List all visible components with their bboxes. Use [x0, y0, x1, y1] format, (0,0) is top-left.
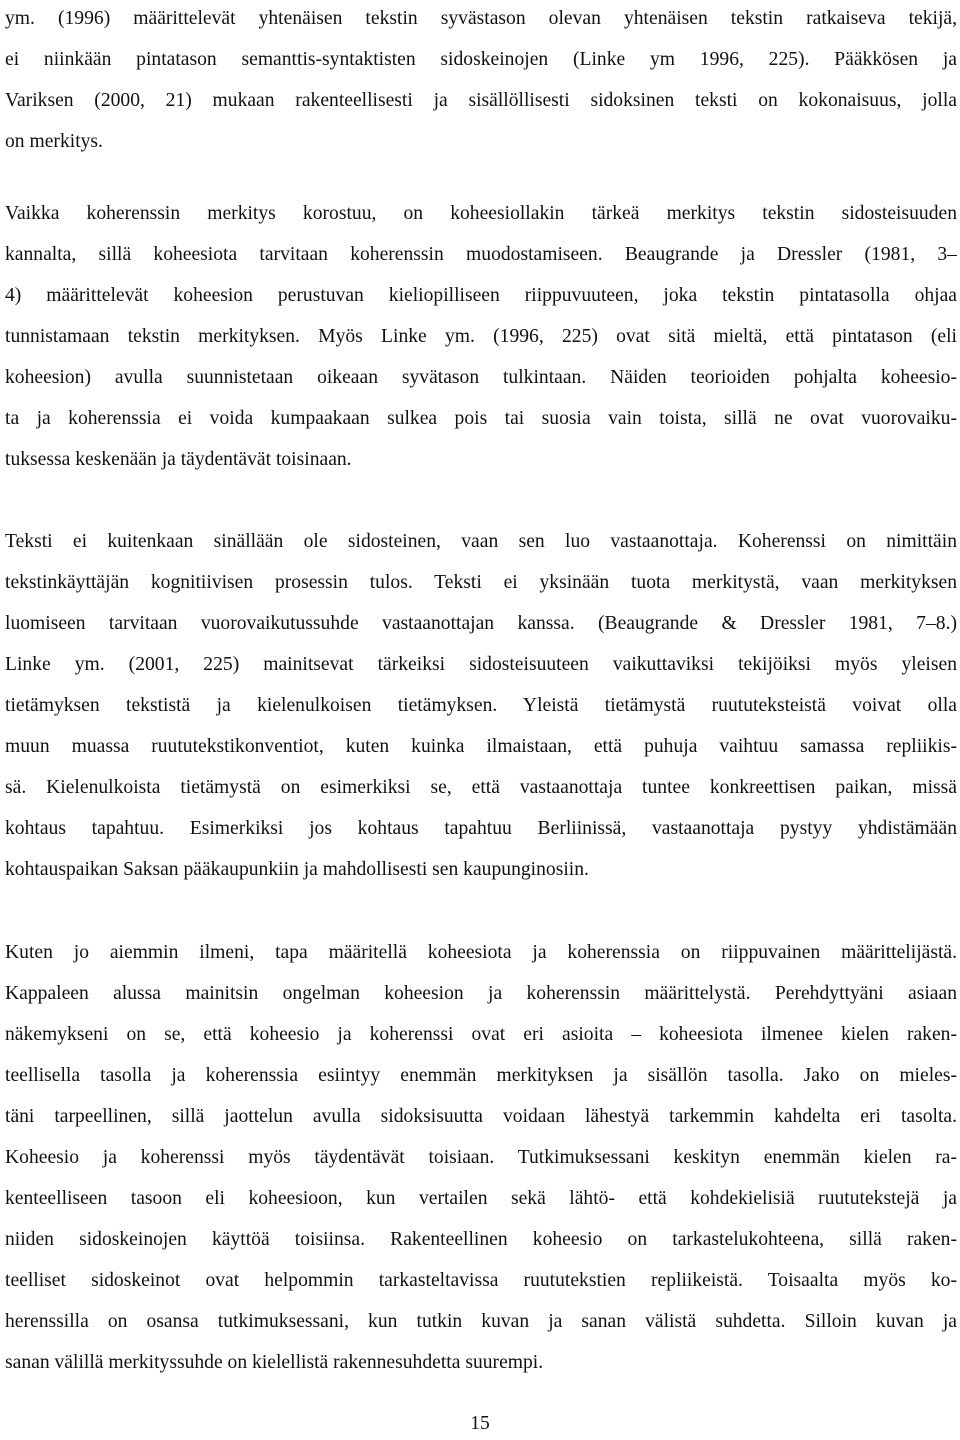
text-line: Linke ym. (2001, 225) mainitsevat tärkeiksi sidosteisuuteen vaikuttaviksi tekijöiksi myös yleisen	[5, 654, 957, 675]
text-line: tietämyksen tekstistä ja kielenulkoisen tietämyksen. Yleistä tietämystä ruututeksteistä voivat olla	[5, 695, 957, 716]
text-line: Koheesio ja koherenssi myös täydentävät toisiaan. Tutkimuksessani keskityn enemmän kielen ra-	[5, 1147, 957, 1168]
text-line: on merkitys.	[5, 131, 103, 152]
text-line: teelliset sidoskeinot ovat helpommin tarkasteltavissa ruututekstien repliikeistä. Toisaalta myös ko-	[5, 1270, 957, 1291]
text-line: koheesion) avulla suunnistetaan oikeaan syvätason tulkintaan. Näiden teorioiden pohjalta koheesio-	[5, 367, 957, 388]
paragraph-1	[5, 0, 957, 162]
text-line: tunnistamaan tekstin merkityksen. Myös Linke ym. (1996, 225) ovat sitä mieltä, että pintatason (eli	[5, 326, 957, 347]
text-line: sä. Kielenulkoista tietämystä on esimerkiksi se, että vastaanottaja tuntee konkreettisen paikan, missä	[5, 777, 957, 798]
text-line: Variksen (2000, 21) mukaan rakenteellisesti ja sisällöllisesti sidoksinen teksti on kokonaisuus, jolla	[5, 90, 957, 111]
text-line: ym. (1996) määrittelevät yhtenäisen tekstin syvästason olevan yhtenäisen tekstin ratkaiseva tekijä,	[5, 8, 957, 29]
text-line: 4) määrittelevät koheesion perustuvan kieliopilliseen riippuvuuteen, joka tekstin pintatasolla ohjaa	[5, 285, 957, 306]
text-line: tekstinkäyttäjän kognitiivisen prosessin tulos. Teksti ei yksinään tuota merkitystä, vaan merkityksen	[5, 572, 957, 593]
text-line: tuksessa keskenään ja täydentävät toisinaan.	[5, 449, 352, 470]
text-line: Kappaleen alussa mainitsin ongelman koheesion ja koherenssin määrittelystä. Perehdyttyäni asiaan	[5, 983, 957, 1004]
text-line: herenssilla on osansa tutkimuksessani, kun tutkin kuvan ja sanan välistä suhdetta. Silloin kuvan ja	[5, 1311, 957, 1332]
text-line: sanan välillä merkityssuhde on kielellistä rakennesuhdetta suurempi.	[5, 1352, 544, 1373]
text-line: ta ja koherenssia ei voida kumpaakaan sulkea pois tai suosia vain toista, sillä ne ovat vuorovaiku-	[5, 408, 957, 429]
text-line: muun muassa ruututekstikonventiot, kuten kuinka ilmaistaan, että puhuja vaihtuu samassa repliikis-	[5, 736, 957, 757]
text-line: niiden sidoskeinojen käyttöä toisiinsa. Rakenteellinen koheesio on tarkastelukohteena, sillä raken-	[5, 1229, 957, 1250]
text-line: Vaikka koherenssin merkitys korostuu, on koheesiollakin tärkeä merkitys tekstin sidosteisuuden	[5, 203, 957, 224]
document-page	[5, 0, 957, 1440]
text-line: näkemykseni on se, että koheesio ja koherenssi ovat eri asioita – koheesiota ilmenee kielen raken-	[5, 1024, 957, 1045]
text-line: kohtaus tapahtuu. Esimerkiksi jos kohtaus tapahtuu Berliinissä, vastaanottaja pystyy yhdistämään	[5, 818, 957, 839]
paragraph-2	[5, 193, 957, 480]
text-line: Kuten jo aiemmin ilmeni, tapa määritellä koheesiota ja koherenssia on riippuvainen määrittelijästä.	[5, 942, 957, 963]
text-line: luomiseen tarvitaan vuorovaikutussuhde vastaanottajan kanssa. (Beaugrande & Dressler 1981, 7–8.)	[5, 613, 957, 634]
text-line: kannalta, sillä koheesiota tarvitaan koherenssin muodostamiseen. Beaugrande ja Dressler (1981, 3–	[5, 244, 957, 265]
text-line: kohtauspaikan Saksan pääkaupunkiin ja mahdollisesti sen kaupunginosiin.	[5, 859, 589, 880]
text-line: Teksti ei kuitenkaan sinällään ole sidosteinen, vaan sen luo vastaanottaja. Koherenssi on nimittäin	[5, 531, 957, 552]
text-line: ei niinkään pintatason semanttis-syntaktisten sidoskeinojen (Linke ym 1996, 225). Pääkkösen ja	[5, 49, 957, 70]
text-line: kenteelliseen tasoon eli koheesioon, kun vertailen sekä lähtö- että kohdekielisiä ruututekstejä ja	[5, 1188, 957, 1209]
text-line: täni tarpeellinen, sillä jaottelun avulla sidoksisuutta voidaan lähestyä tarkemmin kahdelta eri tasolta.	[5, 1106, 957, 1127]
page-number: 15	[470, 1413, 490, 1434]
text-line: teellisella tasolla ja koherenssia esiintyy enemmän merkityksen ja sisällön tasolla. Jako on mieles-	[5, 1065, 957, 1086]
paragraph-3	[5, 521, 957, 890]
paragraph-4	[5, 932, 957, 1383]
